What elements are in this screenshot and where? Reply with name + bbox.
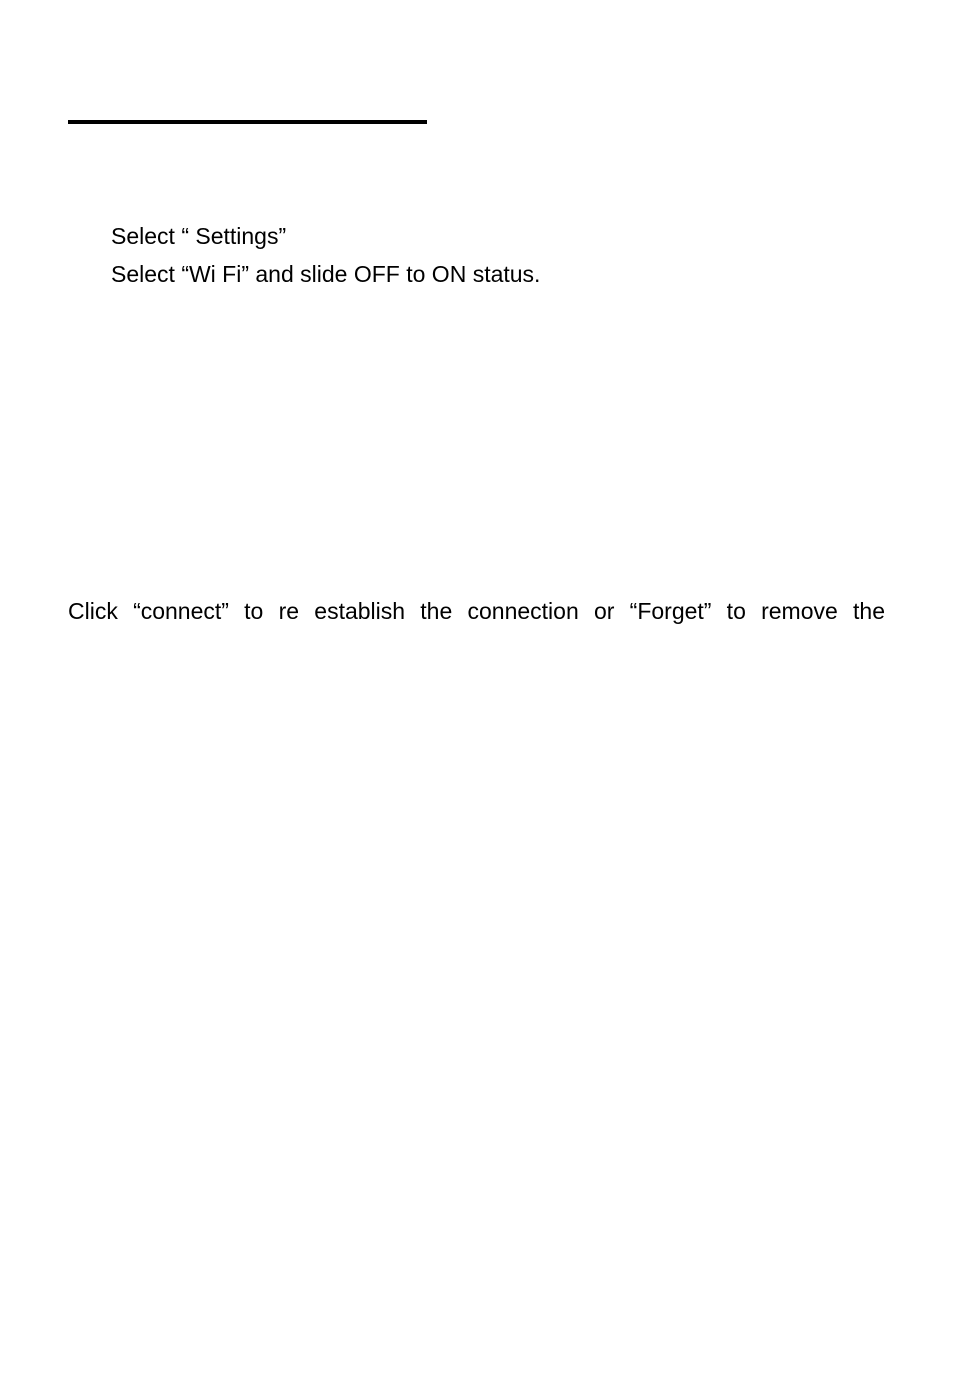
heading-underline — [68, 120, 427, 124]
connect-forget-paragraph: Click “connect” to re establish the connection or “Forget” to remove the — [68, 598, 885, 624]
instruction-step-settings: Select “ Settings” — [111, 223, 287, 249]
instruction-step-wifi: Select “Wi Fi” and slide OFF to ON status. — [111, 261, 541, 287]
